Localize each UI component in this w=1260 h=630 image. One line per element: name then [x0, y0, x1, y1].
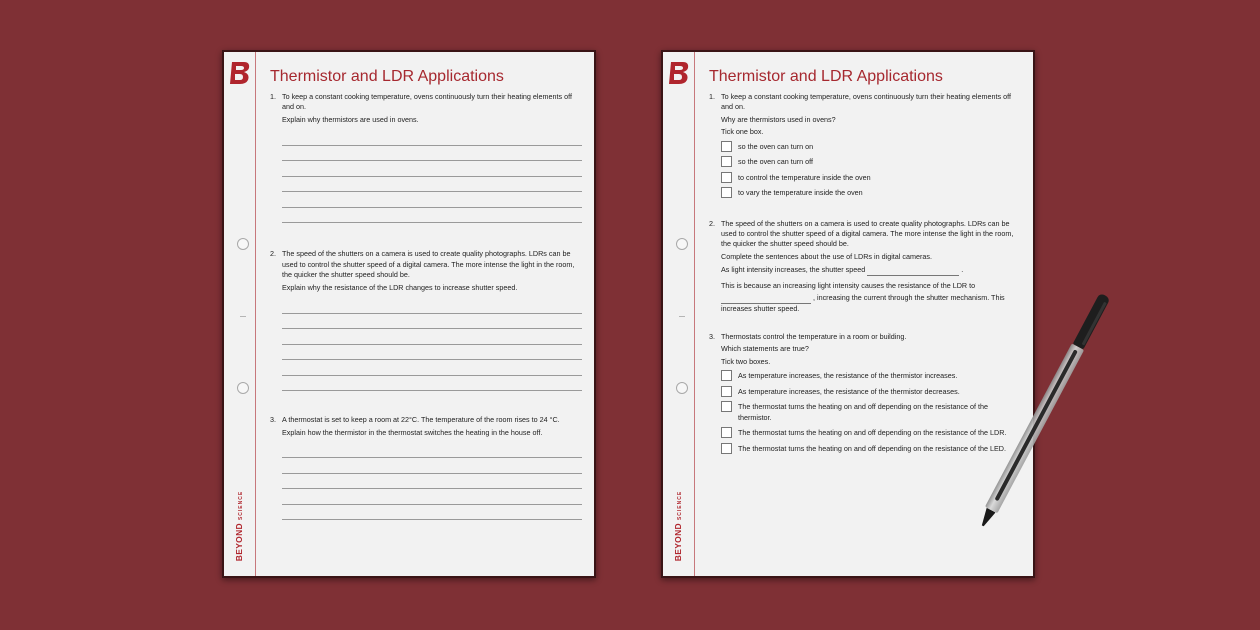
margin-line: [694, 52, 695, 576]
brand-wordmark: BEYONDSCIENCE: [234, 490, 244, 562]
punch-hole: [237, 382, 249, 394]
question-2: 2. The speed of the shutters on a camera is used to create quality photographs. LDRs can be used to control the shutter speed of a digital camera. The more intense the light in the room, the quicker the shutter speed should be. Explain why the resistance of the LDR changes to increase shutter speed.: [270, 249, 582, 391]
option-checkbox[interactable]: so the oven can turn on: [721, 141, 1021, 152]
blank-ldr-resistance[interactable]: [721, 296, 811, 304]
page-title: Thermistor and LDR Applications: [270, 68, 504, 85]
blank-shutter-speed[interactable]: [867, 268, 959, 276]
margin-line: [255, 52, 256, 576]
option-checkbox[interactable]: to control the temperature inside the oven: [721, 172, 1021, 183]
question-1: 1. To keep a constant cooking temperature, ovens continuously turn their heating elements off and on. Why are thermistors used in ovens? Tick one box. so the oven can turn on so the oven can turn off to control the temperature inside the oven to vary the temperature inside the oven: [709, 92, 1021, 203]
option-checkbox[interactable]: The thermostat turns the heating on and off depending on the resistance of the thermistor.: [721, 401, 1021, 423]
option-checkbox[interactable]: As temperature increases, the resistance of the thermistor decreases.: [721, 386, 1021, 397]
page-title: Thermistor and LDR Applications: [709, 68, 943, 85]
question-2: 2. The speed of the shutters on a camera is used to create quality photographs. LDRs can be used to control the shutter speed of a digital camera. The more intense the light in the room, the quicker the shutter speed should be. Complete the sentences about the use of LDRs in digital cameras. As light intensity increases, the shutter speed . This is because an increasing light intensity causes the resistance of the LDR to , increasing the current through the shutter mechanism. This increases shutter speed.: [709, 218, 1014, 313]
question-3: 3. A thermostat is set to keep a room at 22°C. The temperature of the room rises to 24 °C. Explain how the thermistor in the thermostat switches the heating in the house off.: [270, 415, 582, 520]
punch-hole: [676, 238, 688, 250]
question-3: 3. Thermostats control the temperature in a room or building. Which statements are true? Tick two boxes. As temperature increases, the resistance of the thermistor increases. As temperature increases, the resistance of the thermistor decreases. The thermostat turns the heating on and off depending on the resistance of the thermistor. The thermostat turns the heating on and off depending on the resistance of the LDR. The thermostat turns the heating on and off depending on the resistance of the LED.: [709, 332, 1021, 458]
answer-lines[interactable]: [282, 130, 582, 223]
beyond-b-logo-icon: [229, 60, 251, 86]
fold-mark: [679, 316, 685, 317]
answer-lines[interactable]: [282, 443, 582, 521]
brand-wordmark: BEYONDSCIENCE: [673, 490, 683, 562]
punch-hole: [676, 382, 688, 394]
option-checkbox[interactable]: As temperature increases, the resistance of the thermistor increases.: [721, 370, 1021, 381]
answer-lines[interactable]: [282, 298, 582, 391]
option-checkbox[interactable]: so the oven can turn off: [721, 156, 1021, 167]
fold-mark: [240, 316, 246, 317]
beyond-b-logo-icon: [668, 60, 690, 86]
option-checkbox[interactable]: to vary the temperature inside the oven: [721, 187, 1021, 198]
option-checkbox[interactable]: The thermostat turns the heating on and off depending on the resistance of the LED.: [721, 443, 1021, 454]
question-1: 1. To keep a constant cooking temperature, ovens continuously turn their heating elements off and on. Explain why thermistors are used in ovens.: [270, 92, 582, 223]
worksheet-explain: [222, 50, 596, 578]
punch-hole: [237, 238, 249, 250]
option-checkbox[interactable]: The thermostat turns the heating on and off depending on the resistance of the LDR.: [721, 427, 1021, 438]
worksheet-multiple-choice: [661, 50, 1035, 578]
